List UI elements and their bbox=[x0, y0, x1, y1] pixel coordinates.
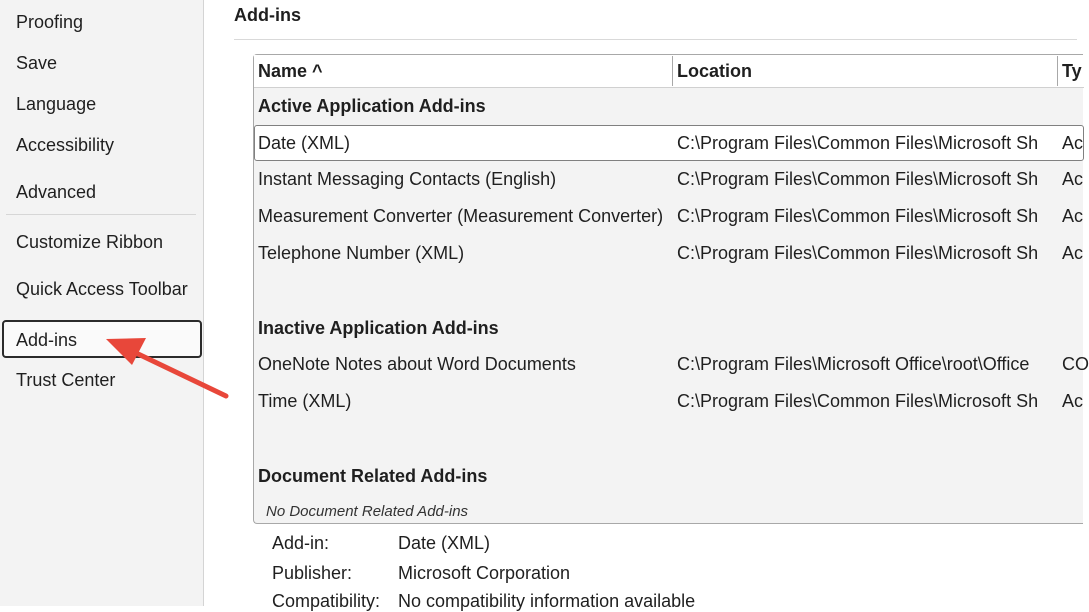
cell-type: Ac bbox=[1062, 243, 1084, 263]
cell-location: C:\Program Files\Common Files\Microsoft Sh bbox=[677, 391, 1039, 411]
cell-location: C:\Program Files\Microsoft Office\root\Office bbox=[677, 354, 1030, 374]
cell-location: C:\Program Files\Common Files\Microsoft Sh bbox=[677, 243, 1039, 263]
title-divider bbox=[234, 39, 1077, 40]
cell-name: Time (XML) bbox=[258, 391, 352, 411]
cell-name: OneNote Notes about Word Documents bbox=[258, 354, 576, 374]
group-header-active: Active Application Add-ins bbox=[258, 96, 486, 116]
add-ins-table[interactable] bbox=[253, 54, 1089, 524]
cell-type: Ac bbox=[1062, 133, 1084, 153]
sidebar-item-proofing[interactable]: Proofing bbox=[16, 12, 84, 32]
table-row[interactable] bbox=[254, 162, 1084, 198]
sidebar-item-label: Add-ins bbox=[16, 330, 78, 350]
sidebar-item-language[interactable]: Language bbox=[16, 94, 97, 114]
sidebar-item-customize-ribbon[interactable]: Customize Ribbon bbox=[16, 232, 164, 252]
cell-type: Ac bbox=[1062, 391, 1084, 411]
sidebar-item-accessibility[interactable]: Accessibility bbox=[16, 135, 115, 155]
sidebar-item-advanced[interactable]: Advanced bbox=[16, 182, 97, 202]
column-header-location[interactable]: Location bbox=[677, 61, 752, 81]
cell-name: Date (XML) bbox=[258, 133, 351, 153]
sidebar-item-add-ins[interactable] bbox=[2, 320, 202, 358]
sidebar-divider bbox=[6, 214, 196, 215]
table-header bbox=[254, 55, 1084, 88]
table-row[interactable] bbox=[254, 347, 1089, 383]
table-row[interactable] bbox=[254, 125, 1084, 161]
group-header-document: Document Related Add-ins bbox=[258, 466, 488, 486]
group-header-inactive: Inactive Application Add-ins bbox=[258, 318, 499, 338]
cell-location: C:\Program Files\Common Files\Microsoft Sh bbox=[677, 169, 1039, 189]
cell-type: Ac bbox=[1062, 169, 1084, 189]
cell-name: Telephone Number (XML) bbox=[258, 243, 465, 263]
table-row[interactable] bbox=[254, 199, 1084, 235]
cell-type: CO bbox=[1062, 354, 1089, 374]
table-row[interactable] bbox=[254, 236, 1084, 272]
cell-location: C:\Program Files\Common Files\Microsoft Sh bbox=[677, 133, 1039, 153]
column-header-type[interactable]: Ty bbox=[1062, 61, 1082, 81]
empty-group-note: No Document Related Add-ins bbox=[266, 503, 469, 520]
sidebar-item-save[interactable]: Save bbox=[16, 53, 58, 73]
add-ins-panel bbox=[205, 0, 1089, 611]
sidebar-item-quick-access-toolbar[interactable]: Quick Access Toolbar bbox=[16, 279, 188, 299]
cell-name: Instant Messaging Contacts (English) bbox=[258, 169, 557, 189]
column-header-name[interactable]: Name ^ bbox=[258, 61, 323, 81]
detail-compat-value: No compatibility information available bbox=[398, 591, 696, 611]
cell-name: Measurement Converter (Measurement Converter) bbox=[258, 206, 664, 226]
page-title: Add-ins bbox=[234, 5, 301, 25]
cell-location: C:\Program Files\Common Files\Microsoft Sh bbox=[677, 206, 1039, 226]
detail-compat-label: Compatibility: bbox=[272, 591, 381, 611]
sidebar-item-trust-center[interactable]: Trust Center bbox=[16, 370, 116, 390]
detail-addin-value: Date (XML) bbox=[398, 533, 491, 553]
cell-type: Ac bbox=[1062, 206, 1084, 226]
detail-addin-label: Add-in: bbox=[272, 533, 330, 553]
detail-publisher-label: Publisher: bbox=[272, 563, 353, 583]
options-sidebar bbox=[0, 0, 204, 606]
column-divider[interactable] bbox=[1057, 56, 1058, 86]
table-row[interactable] bbox=[254, 384, 1084, 420]
column-divider[interactable] bbox=[672, 56, 673, 86]
detail-publisher-value: Microsoft Corporation bbox=[398, 563, 571, 583]
